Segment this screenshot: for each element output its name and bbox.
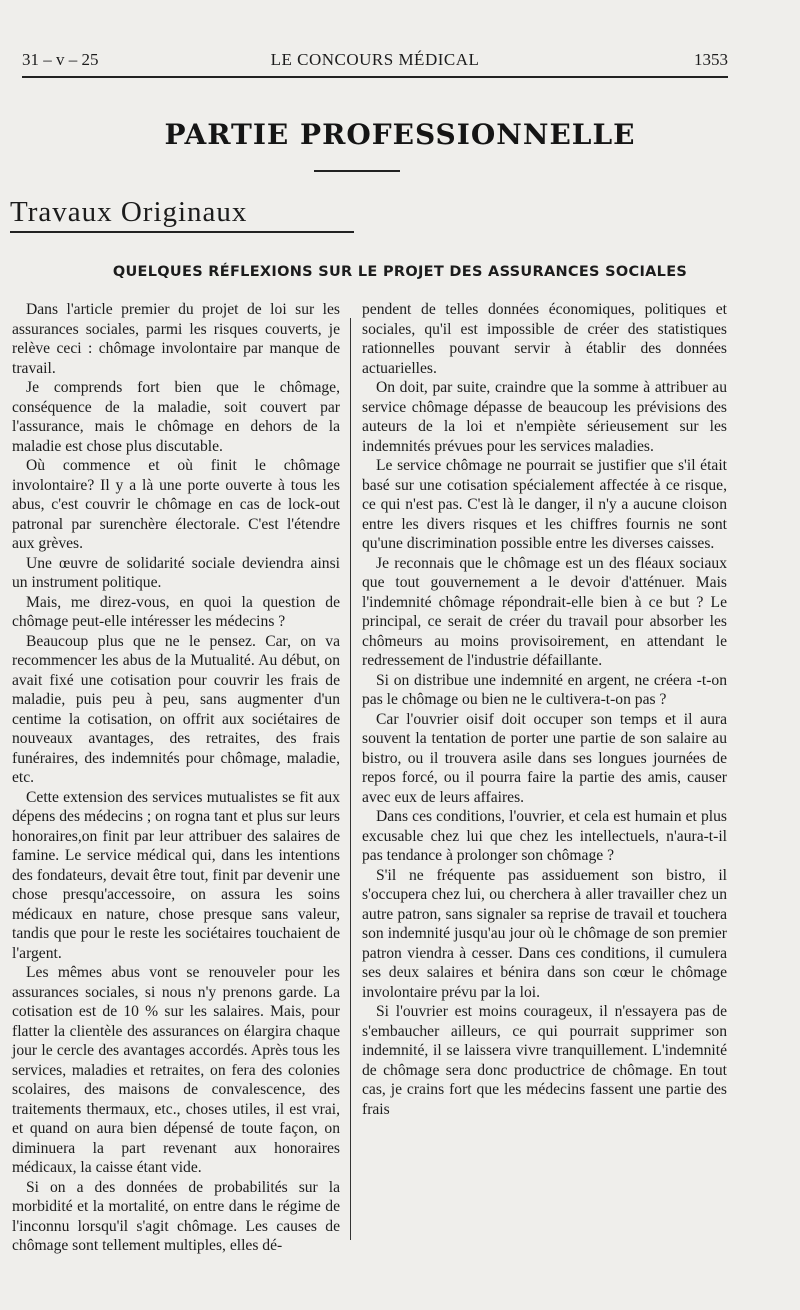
left-column (12, 300, 340, 1256)
paragraph: Je comprends fort bien que le chômage, conséquence de la maladie, soit couvert par l'assurance, mais le chômage en dehors de la maladie est chose plus discutable. (12, 379, 340, 455)
paragraph: Si l'ouvrier est moins courageux, il n'essayera pas de s'embaucher ailleurs, ce qui pourrait supprimer son indemnité, il se laissera vivre tranquillement. L'indemnité de chômage sera donc productrice de chômage. En tout cas, je crains fort que les médecins fassent une partie des frais (362, 1003, 727, 1118)
paragraph: Car l'ouvrier oisif doit occuper son temps et il aura souvent la tentation de porter une partie de son salaire au bistro, ou il trouvera asile dans ses longues journées de repos forcé, ou il pourra faire la partie des amis, causer avec eux de leurs affaires. (362, 710, 727, 806)
issue-date: 31 – v – 25 (22, 50, 99, 69)
paragraph: pendent de telles données économiques, politiques et sociales, qu'il est impossible de créer des statistiques rationnelles pouvant servir à établir des données actuarielles. (362, 301, 727, 377)
paragraph: Si on distribue une indemnité en argent, ne créera -t-on pas le chômage ou bien ne le cultivera-t-on pas ? (362, 671, 727, 708)
page-number: 1353 (694, 50, 728, 69)
paragraph: Les mêmes abus vont se renouveler pour les assurances sociales, si nous n'y prenons garde. La cotisation est de 10 % sur les salaires. Mais, pour flatter la clientèle des assurances on élargira chaque jour le cercle des avantages accordés. Après tous les services, maladies et retraites, on fera des colonies scolaires, des maisons de convalescence, des traitements thermaux, etc., choses utiles, il est vrai, et quand on aura bien dépensé de toute façon, on diminuera la part revenant aux honoraires médicaux, la caisse étant vide. (12, 964, 340, 1176)
paragraph: Si on a des données de probabilités sur la morbidité et la mortalité, on entre dans le régime de l'inconnu lorsqu'il s'agit chômage. Les causes de chômage sont tellement multiples, elles dé- (12, 1178, 340, 1254)
paragraph: S'il ne fréquente pas assiduement son bistro, il s'occupera chez lui, ou cherchera à aller travailler chez un autre patron, sans signaler sa reprise de travail et touchera son indemnité jusqu'au jour où le chômage de son premier patron viendra à cesser. Dans ces conditions, il cumulera ses deux salaires et bénira dans son cœur le chômage involontaire prévu par la loi. (362, 866, 727, 1001)
paragraph: Cette extension des services mutualistes se fit aux dépens des médecins ; on rogna tant et plus sur leurs honoraires,on finit par leur attribuer des salaires de famine. Le service médical qui, dans les intentions des fondateurs, devait être tout, finit par devenir une chose presqu'accessoire, on assura les soins médicaux en nature, chose presque sans valeur, tandis que pour le reste les sociétaires touchaient de l'argent. (12, 788, 340, 962)
paragraph: Dans l'article premier du projet de loi sur les assurances sociales, parmi les risques couverts, je relève ceci : chômage involontaire par manque de travail. (12, 301, 340, 377)
right-column (362, 300, 727, 1119)
article-title: QUELQUES RÉFLEXIONS SUR LE PROJET DES ASSURANCES SOCIALES (112, 264, 688, 280)
paragraph: Le service chômage ne pourrait se justifier que s'il était basé sur une cotisation spécialement affectée à ce risque, ce qui n'est pas. C'est là le danger, il n'y a aucune cloison entre les divers risques et les chiffres fournis ne sont qu'une discrimination possible entre les diverses caisses. (362, 457, 727, 552)
paragraph: Dans ces conditions, l'ouvrier, et cela est humain et plus excusable chez lui que chez les intellectuels, n'aura-t-il pas tendance à prolonger son chômage ? (362, 808, 727, 864)
column-divider (350, 318, 351, 1240)
section-title: PARTIE PROFESSIONNELLE (164, 118, 636, 151)
paragraph: Mais, me direz-vous, en quoi la question de chômage peut-elle intéresser les médecins ? (12, 593, 340, 630)
paragraph: On doit, par suite, craindre que la somme à attribuer au service chômage dépasse de beaucoup les prévisions des auteurs de la loi et n'empiète sérieusement sur les indemnités prévues pour les services maladies. (362, 379, 727, 455)
rubric-heading: Travaux Originaux (10, 196, 354, 233)
paragraph: Beaucoup plus que ne le pensez. Car, on va recommencer les abus de la Mutualité. Au début, on avait fixé une cotisation pour couvrir les frais de maladie, puis peu à peu, sans augmenter d'un centime la cotisation, on offrit aux sociétaires de nouveaux avantages, des retraites, des frais funéraires, des indemnités pour chômage, maladie, etc. (12, 632, 340, 786)
title-rule (314, 170, 400, 172)
running-head (22, 50, 728, 78)
paragraph: Où commence et où finit le chômage involontaire? Il y a là une porte ouverte à tous les abus, c'est couvrir le chômage en cas de lock-out patronal par surenchère électorale. C'est l'étendre aux grèves. (12, 457, 340, 552)
journal-name: LE CONCOURS MÉDICAL (270, 50, 480, 69)
paragraph: Je reconnais que le chômage est un des fléaux sociaux que tout gouvernement a le devoir d'atténuer. Mais l'indemnité chômage répondrait-elle bien à ce but ? Le principal, ce serait de créer du travail pour absorber les chômeurs au moins provisoirement, en attendant le redressement de l'industrie défaillante. (362, 554, 727, 669)
paragraph: Une œuvre de solidarité sociale deviendra ainsi un instrument politique. (12, 554, 340, 591)
